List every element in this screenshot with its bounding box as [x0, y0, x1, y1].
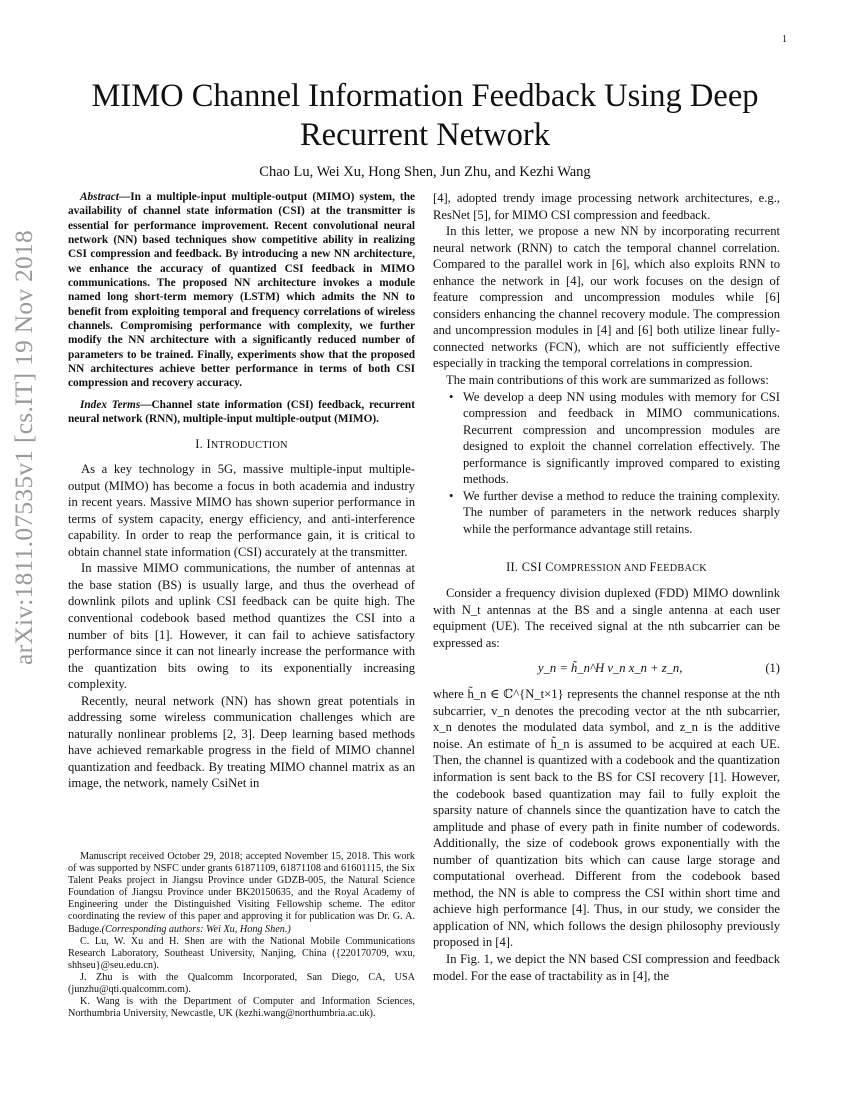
footnote-affiliation: K. Wang is with the Department of Computer and Information Sciences, Northumbria University, Newcastle, UK (kezhi.wang@northumbria.ac.uk). — [68, 996, 415, 1020]
index-terms — [68, 398, 415, 427]
intro-paragraph: In this letter, we propose a new NN by incorporating recurrent neural network (RNN) to catch the temporal channel correlation. Compared to the parallel work in [6], which also exploits RNN to enhance the network in [4], our work focuses on the design of feature compression and uncompression modules while [6] considers enhancing the channel recovery module. The compression and uncompression modules in [4] and [6] both utilize linear fully-connected networks (FCN), which are not sufficiently effective especially in tracking the temporal correlations in compression. — [433, 224, 780, 371]
equation-body: y_n = h̃_n^H v_n x_n + z_n, — [538, 661, 683, 676]
section-heading-csi-compression: II. CSI COMPRESSION AND FEEDBACK — [506, 560, 707, 575]
footnote-corresponding-authors: (Corresponding authors: Wei Xu, Hong Shen.) — [101, 923, 291, 935]
intro-paragraph: The main contributions of this work are summarized as follows: — [446, 373, 769, 388]
abstract — [68, 190, 415, 391]
list-item: • We develop a deep NN using modules with memory for CSI compression and feedback in MIMO communications. Recurrent compression and uncompression modules are designed to exploit the channel correlation effectively. The performance is significantly improved compared to existing methods. — [463, 389, 780, 488]
intro-paragraph: As a key technology in 5G, massive multiple-input multiple-output (MIMO) has become a focus in both academia and industry in recent years. Massive MIMO has shown superior performance in terms of system capacity, energy efficiency, and anti-interference capability. In order to reap the performance gain, it is critical to obtain channel state information (CSI) accurately at the transmitter. — [68, 462, 415, 559]
intro-paragraph: Recently, neural network (NN) has shown great potentials in addressing some wireless communication challenges which are naturally nonlinear problems [2, 3]. Deep learning based methods have achieved remarkable progress in the field of MIMO channel quantization and feedback. By treating MIMO channel matrix as an image, the network, namely CsiNet in — [68, 693, 415, 791]
intro-continuation: [4], adopted trendy image processing network architectures, e.g., ResNet [5], for MIMO CSI compression and feedback. — [433, 191, 780, 222]
abstract-lead: Abstract — [80, 191, 119, 203]
author-list: Chao Lu, Wei Xu, Hong Shen, Jun Zhu, and Kezhi Wang — [259, 164, 591, 180]
arxiv-identifier-stamp: arXiv:1811.07535v1 [cs.IT] 19 Nov 2018 — [10, 230, 38, 665]
page-number: 1 — [782, 34, 787, 45]
equation-1 — [433, 658, 780, 680]
contributions-list — [433, 389, 780, 538]
footnote-affiliation: J. Zhu is with the Qualcomm Incorporated, San Diego, CA, USA (junzhu@qti.qualcomm.com). — [68, 971, 415, 996]
section-heading-introduction: I. INTRODUCTION — [195, 436, 288, 451]
footnotes — [68, 851, 415, 1020]
section2-paragraph: In Fig. 1, we depict the NN based CSI compression and feedback model. For the ease of tractability as in [4], the — [433, 951, 780, 983]
index-terms-text: —Channel state information (CSI) feedback, recurrent neural network (RNN), multiple-input multiple-output (MIMO). — [68, 398, 415, 426]
right-column — [433, 190, 780, 984]
footnote-affiliation: C. Lu, W. Xu and H. Shen are with the National Mobile Communications Research Laboratory, Southeast University, Nanjing, China ({220170709, wxu, shhseu}@seu.edu.cn). — [68, 935, 415, 971]
equation-number: (1) — [765, 661, 780, 676]
paper-title: MIMO Channel Information Feedback Using Deep Recurrent Network — [91, 78, 759, 153]
footnote-manuscript: Manuscript received October 29, 2018; accepted November 15, 2018. This work of was supported by NSFC under grants 61871109, 61871108 and 61601115, the Six Talent Peaks project in Jiangsu Province under GDZB-005, the Natural Science Foundation of Jiangsu Province under BK20150635, and the Royal Academy of Engineering under the Distinguished Visiting Fellowship scheme. The editor coordinating the review of this paper and approving it for publication was Dr. G. A. Baduge.(Corresponding authors: Wei Xu, Hong Shen.) — [68, 851, 415, 935]
left-column — [68, 190, 415, 792]
section2-paragraph: Consider a frequency division duplexed (FDD) MIMO downlink with N_t antennas at the BS and a single antenna at each user equipment (UE). The received signal at the nth subcarrier can be expressed as: — [433, 586, 780, 650]
index-terms-lead: Index Terms — [80, 398, 141, 411]
section2-paragraph: where h̃_n ∈ ℂ^{N_t×1} represents the channel response at the nth subcarrier, v_n denotes the precoding vector at the nth subcarrier, x_n denotes the modulated data symbol, and z_n is the additive noise. An estimate of h̃_n is assumed to be acquired at each UE. Then, the channel is quantized with a codebook and the quantization information is sent back to the BS for CSI recovery [1]. However, the codebook based quantization may fail to fully exploit the sparsity nature of channels since the quantization have to catch the amplitude and phase of every path in finite number of codewords. Additionally, the size of codebook grows exponentially with the number of quantization bits which can cause large storage and computational overhead. Different from the codebook based method, the NN is able to compress the CSI within short time and achieve high performance [4]. Thus, in our study, we consider the application of NN, which follows the design philosophy previously proposed in [4]. — [433, 687, 780, 950]
list-item: • We further devise a method to reduce the training complexity. The number of parameters in the network reduces sharply while the performance advantage still retains. — [463, 488, 780, 538]
abstract-text: —In a multiple-input multiple-output (MIMO) system, the availability of channel state information (CSI) at the transmitter is essential for performance improvement. Recent convolutional neural network (NN) based techniques show competitive ability in realizing CSI compression and feedback. By introducing a new NN architecture, we enhance the accuracy of quantized CSI feedback in MIMO communications. The proposed NN architecture invokes a module named long short-term memory (LSTM) which admits the NN to benefit from exploiting temporal and frequency correlations of wireless channels. Compromising performance with complexity, we further modify the NN architecture with a significantly reduced number of parameters to be trained. Finally, experiments show that the proposed NN architectures achieve better performance in terms of both CSI compression and recovery accuracy. — [68, 191, 415, 390]
intro-paragraph: In massive MIMO communications, the number of antennas at the base station (BS) is usually large, and thus the overhead of downlink pilots and uplink CSI feedback can be quite high. The conventional codebook based method quantizes the CSI into a number of bits [1]. However, it can fail to achieve satisfactory performance since it can not linearly increase the performance with the quantization bits owing to its exponentially increasing complexity. — [68, 561, 415, 692]
